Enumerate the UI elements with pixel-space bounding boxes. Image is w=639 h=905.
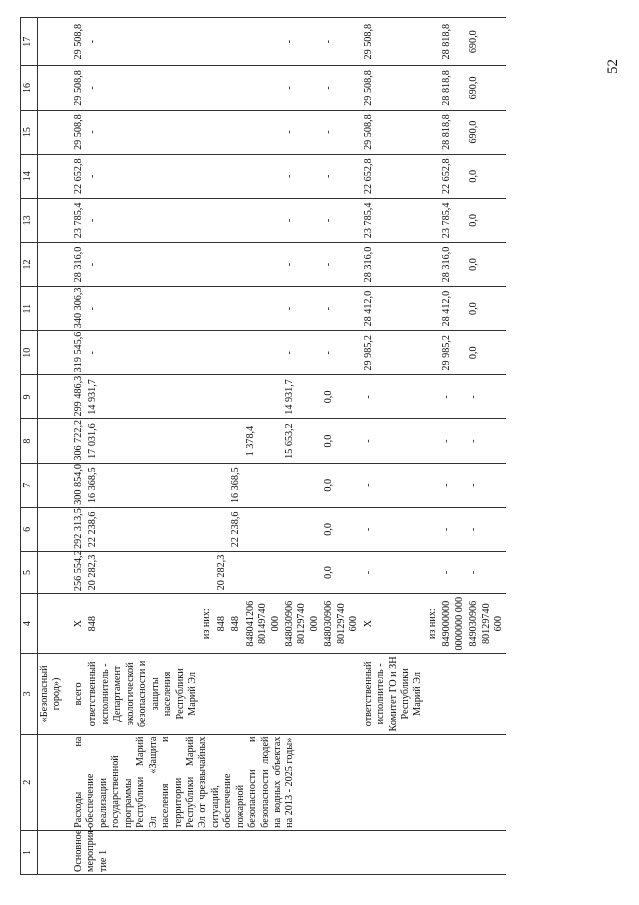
value-cell-11: 28 412,0 (362, 287, 426, 331)
value-cell-16: 28 818,8 (440, 66, 467, 110)
column-header-9: 9 (21, 375, 38, 419)
value-cell-15: 29 508,8 (362, 110, 426, 154)
column-header-15: 15 (21, 110, 38, 154)
value-cell-6 (200, 507, 214, 551)
code-cell: X (72, 594, 86, 654)
column-header-3: 3 (21, 654, 38, 734)
value-cell-11: 28 412,0 (440, 287, 467, 331)
executor-cell (283, 654, 322, 734)
value-cell-16: - (283, 66, 322, 110)
value-cell-10: 29 985,2 (362, 331, 426, 375)
value-cell-14: - (283, 154, 322, 198)
executor-cell (467, 654, 506, 734)
value-cell-9: 0,0 (322, 375, 361, 419)
executor-cell: всего (72, 654, 86, 734)
value-cell-9 (244, 375, 283, 419)
value-cell-16 (229, 66, 243, 110)
value-cell-7: 0,0 (322, 463, 361, 507)
value-cell-14: - (322, 154, 361, 198)
value-cell-17: 29 508,8 (72, 18, 86, 66)
value-cell-6 (215, 507, 229, 551)
value-cell-12 (215, 242, 229, 286)
code-cell: X (362, 594, 426, 654)
value-cell-15 (215, 110, 229, 154)
value-cell-16 (200, 66, 214, 110)
value-cell-12: - (283, 242, 322, 286)
value-cell-8: 15 653,2 (283, 419, 322, 463)
value-cell-8 (426, 419, 440, 463)
column-header-1: 1 (21, 830, 38, 874)
value-cell-7: - (362, 463, 426, 507)
value-cell-12 (229, 242, 243, 286)
column-header-12: 12 (21, 242, 38, 286)
executor-cell (229, 654, 243, 734)
table-row (72, 18, 86, 875)
code-cell: из них: (426, 594, 440, 654)
value-cell-15: - (86, 110, 200, 154)
value-cell-16: - (322, 66, 361, 110)
value-cell-12 (244, 242, 283, 286)
column-header-11: 11 (21, 287, 38, 331)
value-cell-16: 29 508,8 (72, 66, 86, 110)
header-row (21, 18, 38, 875)
value-cell-15 (244, 110, 283, 154)
value-cell-8: - (467, 419, 506, 463)
value-cell-10 (426, 331, 440, 375)
value-cell-17: - (86, 18, 200, 66)
value-cell-6: 22 238,6 (86, 507, 200, 551)
value-cell-12: 28 316,0 (440, 242, 467, 286)
value-cell-7 (215, 463, 229, 507)
value-cell-14 (426, 154, 440, 198)
value-cell-15 (229, 110, 243, 154)
value-cell-8 (229, 419, 243, 463)
value-cell-14 (244, 154, 283, 198)
table-row (38, 18, 73, 875)
value-cell-5: 20 282,3 (215, 551, 229, 593)
value-cell-6: - (362, 507, 426, 551)
measure-label: Основное мероприя-тие 1 (72, 830, 506, 874)
value-cell-7: - (440, 463, 467, 507)
value-cell-6: - (440, 507, 467, 551)
value-cell-9: 299 486,3 (72, 375, 86, 419)
code-cell: 848030906 80129740 600 (322, 594, 361, 654)
value-cell-13 (200, 198, 214, 242)
value-cell-13: - (86, 198, 200, 242)
value-cell-12: 28 316,0 (72, 242, 86, 286)
value-cell-15: - (283, 110, 322, 154)
value-cell-7: - (467, 463, 506, 507)
value-cell-13 (215, 198, 229, 242)
executor-cell (322, 654, 361, 734)
executor-cell (244, 654, 283, 734)
value-cell-13 (229, 198, 243, 242)
value-cell-9: - (362, 375, 426, 419)
value-cell-9: 14 931,7 (283, 375, 322, 419)
value-cell-13: 0,0 (467, 198, 506, 242)
value-cell-14 (200, 154, 214, 198)
column-header-16: 16 (21, 66, 38, 110)
value-cell-16: - (86, 66, 200, 110)
value-cell-7 (200, 463, 214, 507)
page-number: 52 (605, 59, 621, 74)
value-cell-11: 340 306,3 (72, 287, 86, 331)
executor-cell: ответственный исполнитель - Комитет ГО и ЗН Республики Марий Эл (362, 654, 426, 734)
code-cell: 848030906 80129740 000 (283, 594, 322, 654)
value-cell-14: 22 652,8 (362, 154, 426, 198)
column-header-2: 2 (21, 734, 38, 830)
value-cell-5: 20 282,3 (86, 551, 200, 593)
value-cell-14: 22 652,8 (72, 154, 86, 198)
value-cell-10: 29 985,2 (440, 331, 467, 375)
value-cell-17: - (283, 18, 322, 66)
value-cell-16 (215, 66, 229, 110)
value-cell-16 (426, 66, 440, 110)
executor-cell (426, 654, 440, 734)
value-cell-15: 29 508,8 (72, 110, 86, 154)
value-cell-15 (426, 110, 440, 154)
value-cell-6: 292 313,5 (72, 507, 86, 551)
value-cell-10: - (283, 331, 322, 375)
column-header-14: 14 (21, 154, 38, 198)
budget-table (20, 17, 506, 875)
value-cell-10 (244, 331, 283, 375)
value-cell-16 (244, 66, 283, 110)
value-cell-10 (200, 331, 214, 375)
value-cell-12: - (322, 242, 361, 286)
value-cell-9 (215, 375, 229, 419)
value-cell-9: - (440, 375, 467, 419)
value-cell-14: 0,0 (467, 154, 506, 198)
value-cell-13 (426, 198, 440, 242)
value-cell-12 (426, 242, 440, 286)
value-cell-7 (244, 463, 283, 507)
value-cell-15: 690,0 (467, 110, 506, 154)
value-cell-13 (244, 198, 283, 242)
value-cell-13: 23 785,4 (72, 198, 86, 242)
value-cell-11 (200, 287, 214, 331)
value-cell-11: - (322, 287, 361, 331)
value-cell-8 (215, 419, 229, 463)
value-cell-10 (215, 331, 229, 375)
value-cell-13: 23 785,4 (440, 198, 467, 242)
value-cell-5 (229, 551, 243, 593)
executor-cell (200, 654, 214, 734)
value-cell-6: 22 238,6 (229, 507, 243, 551)
column-header-8: 8 (21, 419, 38, 463)
value-cell-9: 14 931,7 (86, 375, 200, 419)
value-cell-7 (426, 463, 440, 507)
value-cell-10: - (86, 331, 200, 375)
value-cell-17: 690,0 (467, 18, 506, 66)
value-cell-15 (200, 110, 214, 154)
value-cell-9 (200, 375, 214, 419)
column-header-7: 7 (21, 463, 38, 507)
value-cell-7: 16 368,5 (229, 463, 243, 507)
value-cell-11 (426, 287, 440, 331)
value-cell-11 (244, 287, 283, 331)
value-cell-8: 1 378,4 (244, 419, 283, 463)
value-cell-17 (229, 18, 243, 66)
code-cell: 849000000 0000000 000 (440, 594, 467, 654)
value-cell-7 (283, 463, 322, 507)
value-cell-10: 319 545,6 (72, 331, 86, 375)
column-header-13: 13 (21, 198, 38, 242)
value-cell-14: 22 652,8 (440, 154, 467, 198)
value-cell-13: - (283, 198, 322, 242)
value-cell-6 (426, 507, 440, 551)
value-cell-9 (229, 375, 243, 419)
top-note: «Безопасный город») (38, 654, 73, 734)
code-cell: 848 (229, 594, 243, 654)
value-cell-6 (283, 507, 322, 551)
measure-description: Расходы на обеспечение реализации государственной программы Республики Марий Эл «Защита населения и территории Республики Марий Эл от чрезвычайных ситуаций, обеспечение пожарной безопасности и безопасности людей на водных объектах на 2013 - 2025 годы» (72, 734, 506, 830)
value-cell-16: 29 508,8 (362, 66, 426, 110)
value-cell-5: 256 554,2 (72, 551, 86, 593)
value-cell-7: 300 854,0 (72, 463, 86, 507)
value-cell-11 (215, 287, 229, 331)
value-cell-15: 28 818,8 (440, 110, 467, 154)
value-cell-5: - (362, 551, 426, 593)
value-cell-5 (426, 551, 440, 593)
value-cell-10 (229, 331, 243, 375)
value-cell-11 (229, 287, 243, 331)
value-cell-15: - (322, 110, 361, 154)
value-cell-16: 690,0 (467, 66, 506, 110)
value-cell-10: - (322, 331, 361, 375)
value-cell-14 (215, 154, 229, 198)
value-cell-17 (244, 18, 283, 66)
value-cell-17: 28 818,8 (440, 18, 467, 66)
value-cell-6: - (467, 507, 506, 551)
value-cell-9 (426, 375, 440, 419)
value-cell-6 (244, 507, 283, 551)
value-cell-9: - (467, 375, 506, 419)
value-cell-5: - (467, 551, 506, 593)
value-cell-5 (244, 551, 283, 593)
value-cell-14: - (86, 154, 200, 198)
column-header-6: 6 (21, 507, 38, 551)
executor-cell (215, 654, 229, 734)
value-cell-12 (200, 242, 214, 286)
column-header-5: 5 (21, 551, 38, 593)
budget-table-wrapper (20, 17, 580, 875)
executor-cell (440, 654, 467, 734)
value-cell-10: 0,0 (467, 331, 506, 375)
value-cell-8: 306 722,2 (72, 419, 86, 463)
value-cell-17: - (322, 18, 361, 66)
value-cell-8: - (440, 419, 467, 463)
value-cell-11: - (283, 287, 322, 331)
value-cell-5 (200, 551, 214, 593)
value-cell-14 (229, 154, 243, 198)
value-cell-8: 17 031,6 (86, 419, 200, 463)
value-cell-17 (426, 18, 440, 66)
code-cell: 848 (86, 594, 200, 654)
value-cell-5 (283, 551, 322, 593)
value-cell-5: - (440, 551, 467, 593)
value-cell-11: 0,0 (467, 287, 506, 331)
code-cell: 849030906 80129740 600 (467, 594, 506, 654)
value-cell-8: 0,0 (322, 419, 361, 463)
value-cell-7: 16 368,5 (86, 463, 200, 507)
column-header-17: 17 (21, 18, 38, 66)
code-cell: 848 (215, 594, 229, 654)
value-cell-11: - (86, 287, 200, 331)
value-cell-13: - (322, 198, 361, 242)
value-cell-13: 23 785,4 (362, 198, 426, 242)
executor-cell: ответственный исполнитель - Департамент экологической безопасности и защиты населения Республики Марий Эл (86, 654, 200, 734)
value-cell-17: 29 508,8 (362, 18, 426, 66)
value-cell-8 (200, 419, 214, 463)
value-cell-12: - (86, 242, 200, 286)
value-cell-12: 0,0 (467, 242, 506, 286)
value-cell-6: 0,0 (322, 507, 361, 551)
value-cell-5: 0,0 (322, 551, 361, 593)
value-cell-17 (215, 18, 229, 66)
column-header-4: 4 (21, 594, 38, 654)
value-cell-12: 28 316,0 (362, 242, 426, 286)
value-cell-8: - (362, 419, 426, 463)
code-cell: из них: (200, 594, 214, 654)
code-cell: 848041206 80149740 000 (244, 594, 283, 654)
value-cell-17 (200, 18, 214, 66)
column-header-10: 10 (21, 331, 38, 375)
